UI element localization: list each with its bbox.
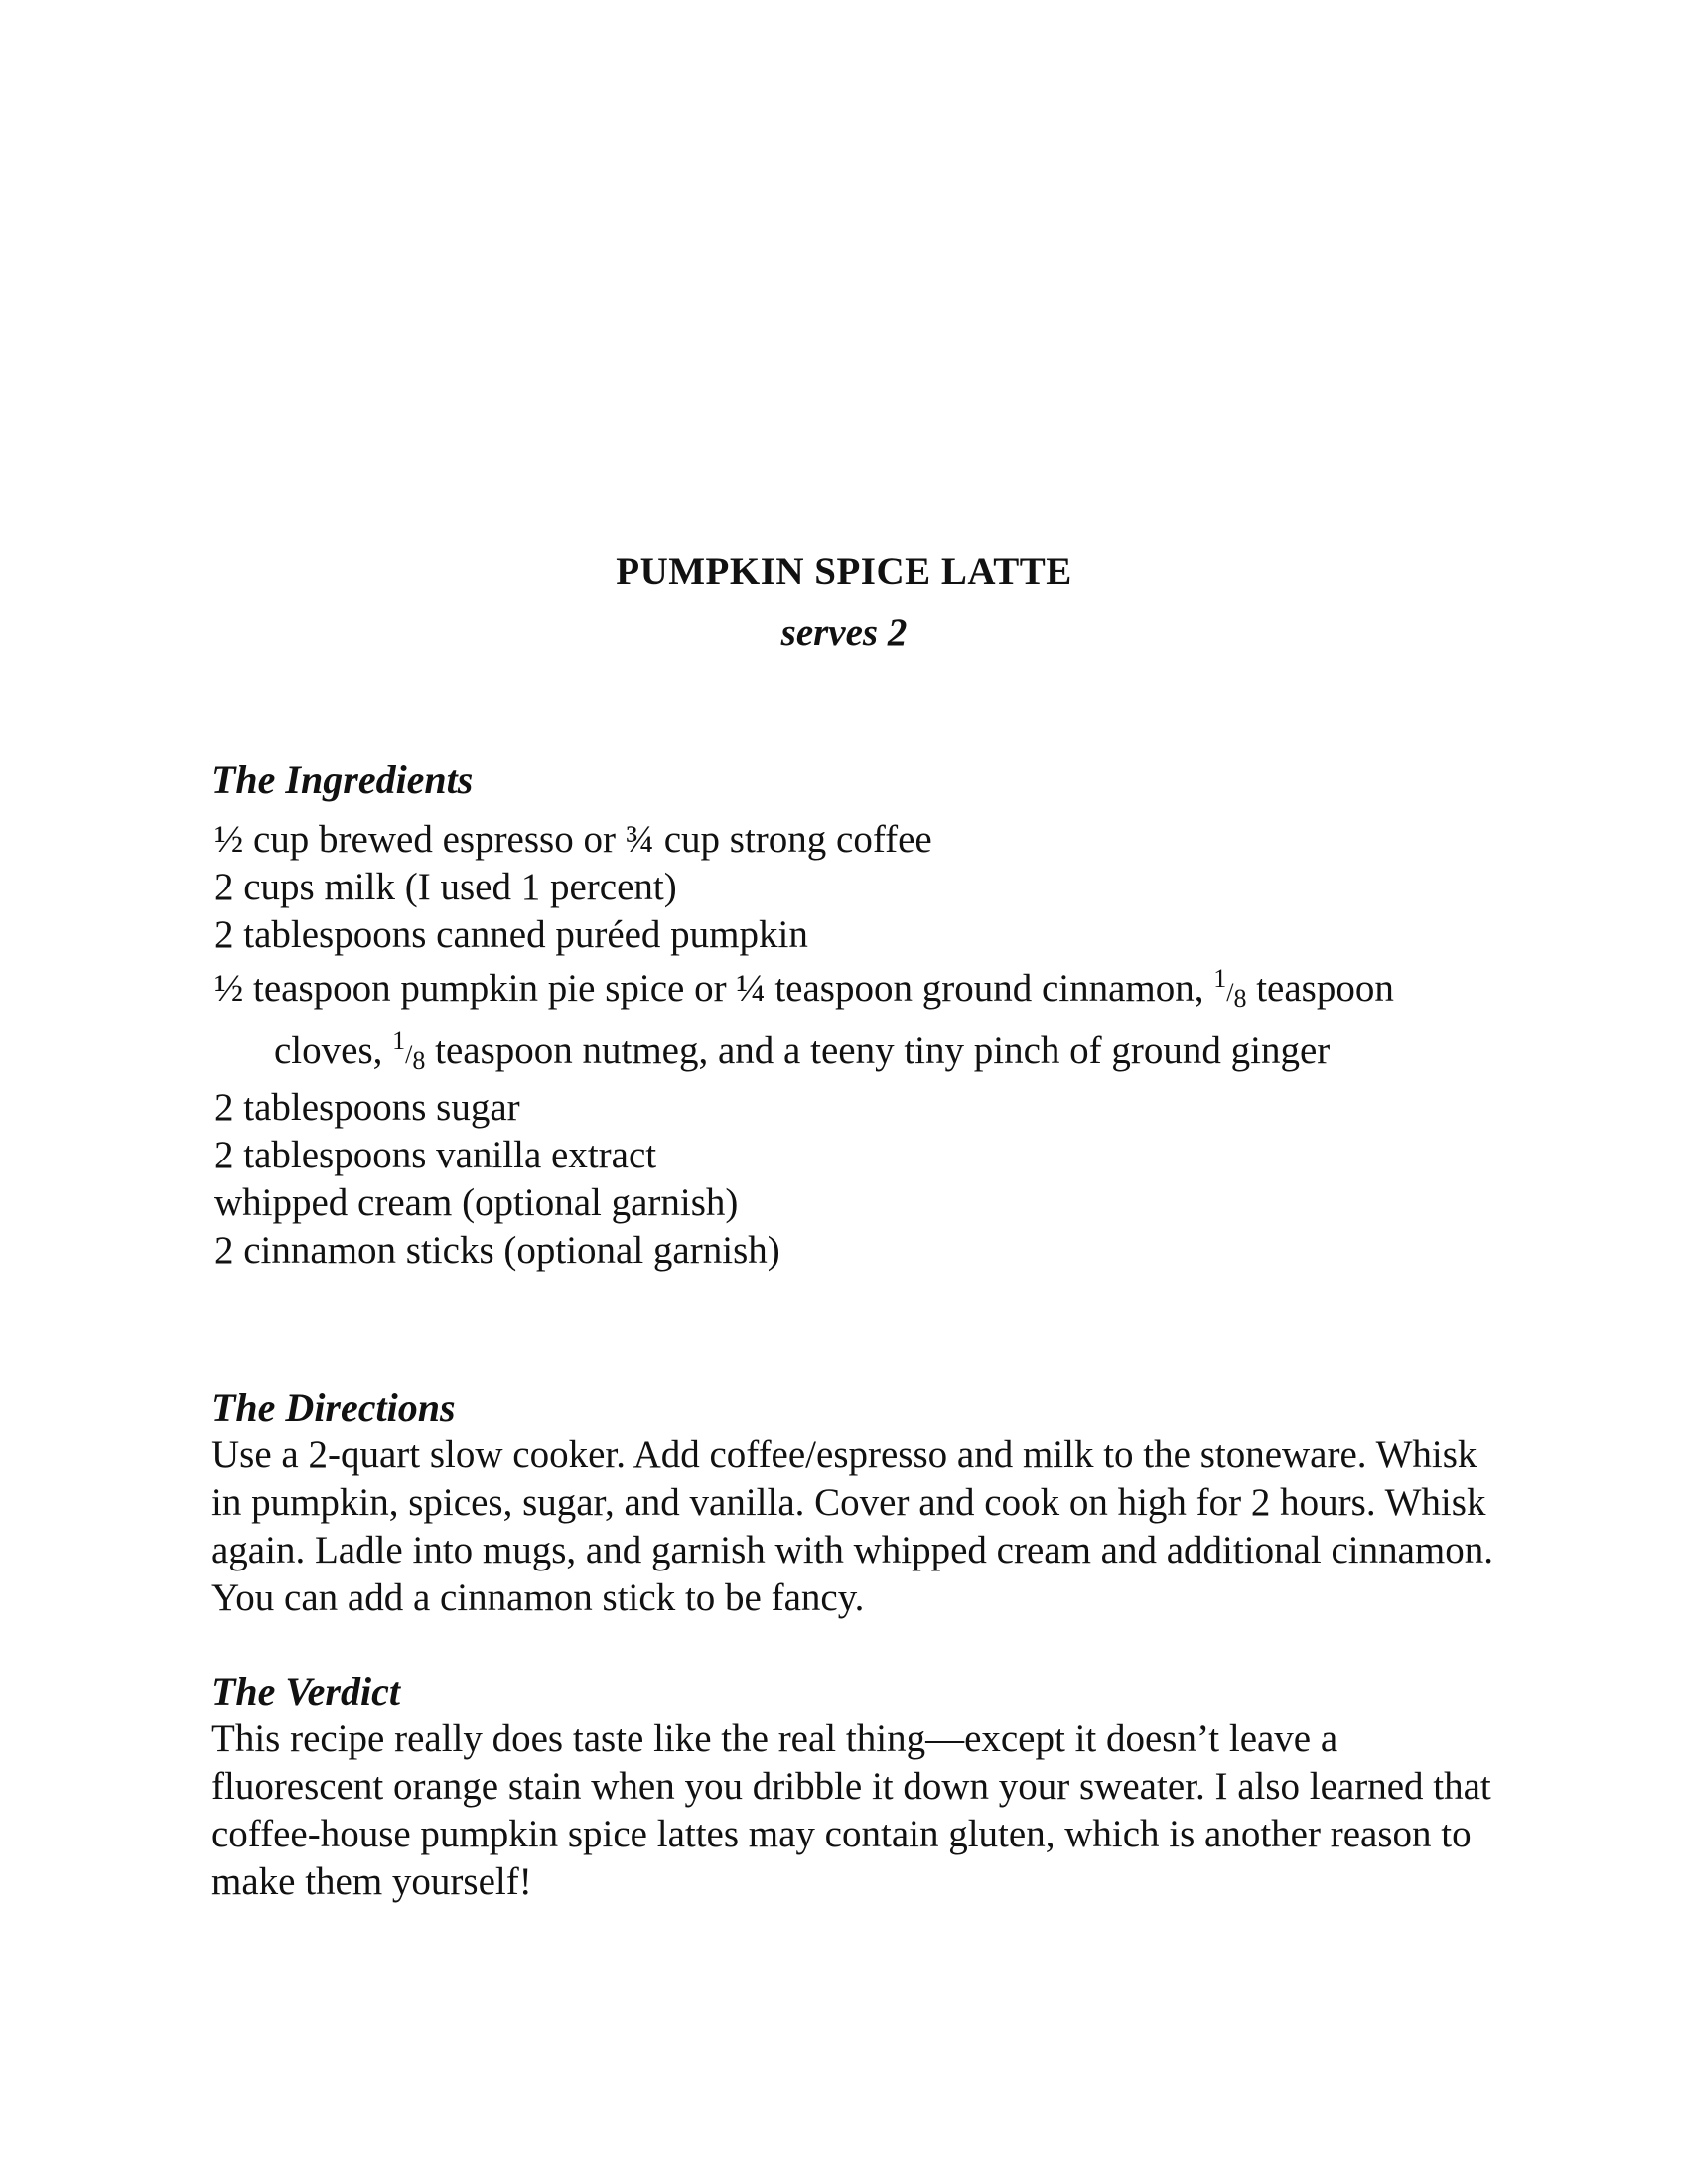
verdict-heading: The Verdict [211,1669,400,1713]
fraction-numerator: 1 [392,1026,406,1055]
fraction-one-eighth: 1/8 [392,1026,426,1075]
verdict-text: This recipe really does taste like the real thing—except it doesn’t leave a fluorescent orange stain when you dribble it down your sweater. I also learned that coffee-house pumpkin spice lattes may contain gluten, which is another reason to make them yourself! [211,1717,1491,1903]
recipe-title: PUMPKIN SPICE LATTE [616,550,1072,593]
directions-text: Use a 2-quart slow cooker. Add coffee/espresso and milk to the stoneware. Whisk in pumpkin, spices, sugar, and vanilla. Cover and cook on high for 2 hours. Whisk again. Ladle into mugs, and garnish with whipped cream and additional cinnamon. You can add a cinnamon stick to be fancy. [211,1433,1493,1619]
ingredient-item: ½ cup brewed espresso or ¾ cup strong coffee [214,818,932,861]
ingredient-item: whipped cream (optional garnish) [214,1181,739,1224]
ingredient-item: 2 tablespoons vanilla extract [214,1134,657,1176]
recipe-serves: serves 2 [780,612,908,654]
ingredient-spices-text: teaspoon nutmeg, and a teeny tiny pinch of ground ginger [425,1029,1331,1072]
ingredient-item-spices [214,959,1505,1084]
fraction-denominator: 8 [1233,984,1247,1013]
ingredient-item: 2 cinnamon sticks (optional garnish) [214,1229,780,1272]
ingredient-item: 2 tablespoons sugar [214,1086,520,1129]
directions-heading: The Directions [211,1385,456,1430]
fraction-one-eighth: 1/8 [1213,964,1247,1013]
ingredient-item: 2 tablespoons canned puréed pumpkin [214,913,808,956]
ingredients-list [214,816,1505,1275]
ingredients-heading: The Ingredients [211,757,474,802]
ingredient-spices-text: teaspoon cloves, [274,967,1394,1072]
ingredient-spices-text: ½ teaspoon pumpkin pie spice or ¼ teaspoon ground cinnamon, [214,967,1214,1010]
fraction-denominator: 8 [412,1046,426,1075]
ingredient-item: 2 cups milk (I used 1 percent) [214,866,677,908]
fraction-numerator: 1 [1213,964,1227,993]
